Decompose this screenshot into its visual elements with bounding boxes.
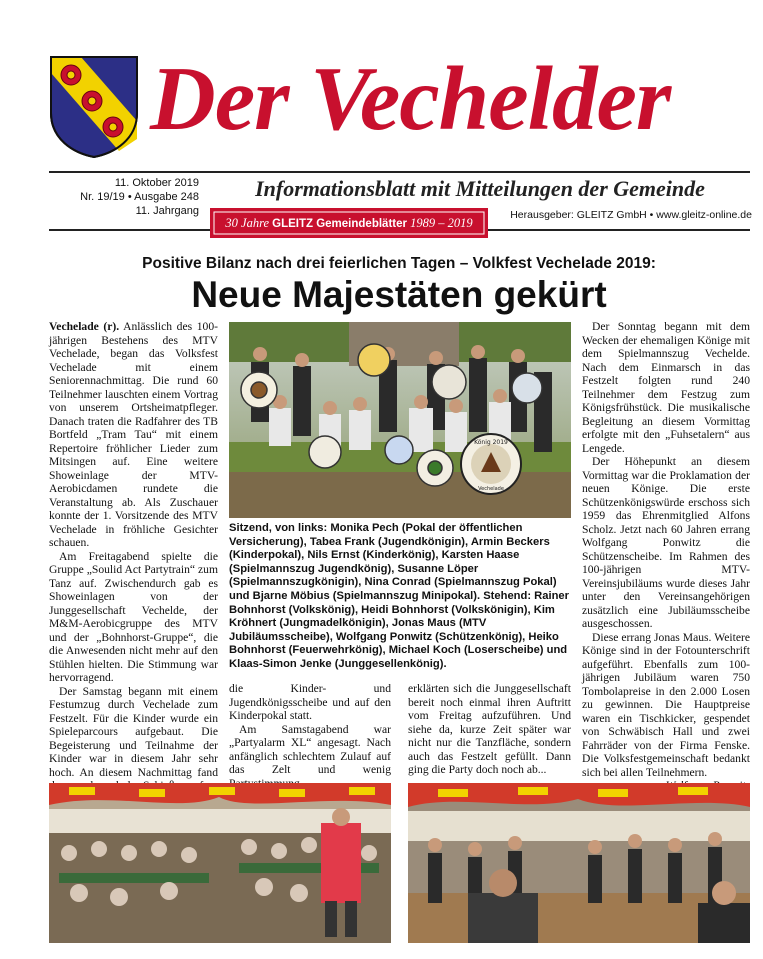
- royals-group-photo: [229, 322, 571, 518]
- target-text: König 2019: [474, 439, 508, 446]
- article-column-2: [229, 682, 391, 790]
- paragraph: die Kinder- und Jugendkönigsscheibe und auf den Kinderpokal statt.: [229, 682, 391, 722]
- festival-tent-photo-left: [49, 783, 391, 943]
- article-headline: Neue Majestäten gekürt: [191, 274, 607, 315]
- paragraph: Der Sonntag begann mit dem Wecken der ehemaligen Könige mit dem Spielmannszug Vechelde. Nach dem Einmarsch in das Festzelt folgten rund 240 Teilnehmer dem Festzug zum Königsfrühstück. Die musikalische Begleitung an diesem Vormittag erfolgte mit den „Fuhsetalern“ aus Lengede.: [582, 320, 750, 455]
- article-kicker: Positive Bilanz nach drei feierlichen Tagen – Volkfest Vechelade 2019:: [142, 255, 656, 272]
- paragraph: Am Samstagabend war „Partyalarm XL“ angesagt. Nach anfänglich schlechtem Zulauf auf das Zelt und wenig: [229, 722, 391, 776]
- paragraph: Der Höhepunkt an diesem Vormittag war die Proklamation der neuen Könige. Die erste Schützenkönigswürde erschoss sich 1959 das Ehrenmitglied Alfons Scholz. Jetzt nach 60 Jahren errang Wolfgang Ponwitz die Schützenscheibe. Im Rahmen des 100-jährigen MTV-Vereinsjubiläums wurde dieses Jahr unter den Vereinsangehörigen zusätzlich eine Jubiläumsscheibe ausgeschossen.: [582, 455, 750, 630]
- masthead-rule-top: [49, 171, 750, 173]
- article-column-3: [408, 682, 571, 777]
- municipal-crest: [49, 55, 139, 159]
- publisher-line: Herausgeber: GLEITZ GmbH • www.gleitz-online.de: [510, 209, 752, 221]
- issue-info: [49, 176, 199, 218]
- festival-tent-photo-right: [408, 783, 750, 943]
- paragraph: erklärten sich die Junggesellschaft bereit noch einmal ihren Auftritt vom Freitag aufzuführen. Und siehe da, kurze Zeit später war nicht nur die Tanzfläche, sondern auch das Festzelt gefüllt. Dann ging die Party doch noch ab...: [408, 682, 571, 776]
- newspaper-subtitle: Informationsblatt mit Mitteilungen der Gemeinde: [255, 176, 705, 201]
- dateline: Vechelade (r).: [49, 320, 120, 333]
- article-column-4: [582, 320, 750, 793]
- paragraph: Der Samstag begann mit einem Festumzug durch Vechelade zum Festzelt. Für die Kinder wurde ein Spieleparcours aufgebaut. Die Begeisterung und Teilnahme der Kinder war in diesem Jahr sehr hoch. An diesem Nachmittag fand: [49, 684, 218, 779]
- issue-volume: 11. Jahrgang: [135, 205, 199, 217]
- paragraph: Vechelade (r). Anlässlich des 100-jährigen Bestehens des MTV Vechelade, began das Volksfest Vechelade mit einem Seniorennachmittag. Die rund 60 Teilnehmer lauschten einem Vortrag von unserem Ortsheimatpfleger. Danach traten die Radfahrer des TB Bortfeld „Tram Tau“ mit einem Repertoire fröhlicher Lieder zum Mitsingen auf. Eine weitere Showeinlage der MTV-Aerobicdamen rundete die Veranstaltung ab. Als Zuschauer konnte der 1. Vorsitzende des MTV Vechelade in fröhliche Gesichter schauen.: [49, 320, 218, 549]
- banner-years: 1989 – 2019: [410, 216, 473, 230]
- banner-prefix: 30 Jahre: [225, 216, 270, 230]
- anniversary-banner: [210, 208, 488, 238]
- banner-brand: GLEITZ Gemeindeblätter: [272, 218, 407, 230]
- newspaper-title: Der Vechelder: [150, 48, 671, 149]
- masthead-rule-bottom-left: [49, 229, 210, 231]
- issue-number: Nr. 19/19 • Ausgabe 248: [80, 191, 199, 203]
- issue-date: 11. Oktober 2019: [114, 177, 199, 189]
- target-text: Vechelade: [478, 486, 504, 492]
- paragraph: Am Freitagabend spielte die Gruppe „Soulid Act Partytrain“ zum Tanz auf. Zwischendurch gab es Showeinlagen von der Junggesellschaft Vechelde, der M&M-Aerobicgruppe des MTV und der „Bohnhorst-Gruppe“, die die Anwesenden nicht mehr auf den Stühlen hielten. Die Stimmung war hervorragend.: [49, 549, 218, 684]
- paragraph: Diese errang Jonas Maus. Weitere Könige sind in der Fotounterschrift aufgeführt. Ebenfalls zum 100-jährigen Jubiläum waren 750 Tombolapreise in den 2.000 Losen zu gewinnen. Die Hauptpreise waren ein Tischkicker, gespendet von Schwäbisch Hall und zwei Fahrräder von der Firma Fenske. Die Volksfestgemeinschaft bedankt sich bei allen Teilnehmern.: [582, 630, 750, 779]
- masthead-rule-bottom-right: [488, 229, 750, 231]
- photo-caption: Sitzend, von links: Monika Pech (Pokal der öffentlichen Versicherung), Tabea Frank (Jugendkönigin), Armin Beckers (Kinderpokal), Nils Ernst (Kinderkönig), Karsten Haase (Spielmannszug Jugendkönig), Susanne Löper (Spielmannszugkönigin), Nina Conrad (Spielmannszug Pokal) und Bjarne Möbius (Spielmannszug Minipokal). Stehend: Rainer Bohnhorst (Volkskönig), Heidi Bohnhorst (Volkskönigin), Kim Kröhnert (Jungmadelkönigin), Jonas Maus (MTV Jubiläumsscheibe), Wolfgang Ponwitz (Schützenkönig), Heiko Bohnhorst (Feuerwehrkönig), Michael Koch (Loserscheibe) und Klaas-Simon Jenke (Junggesellenkönig).: [229, 522, 570, 670]
- article-column-1: [49, 320, 218, 793]
